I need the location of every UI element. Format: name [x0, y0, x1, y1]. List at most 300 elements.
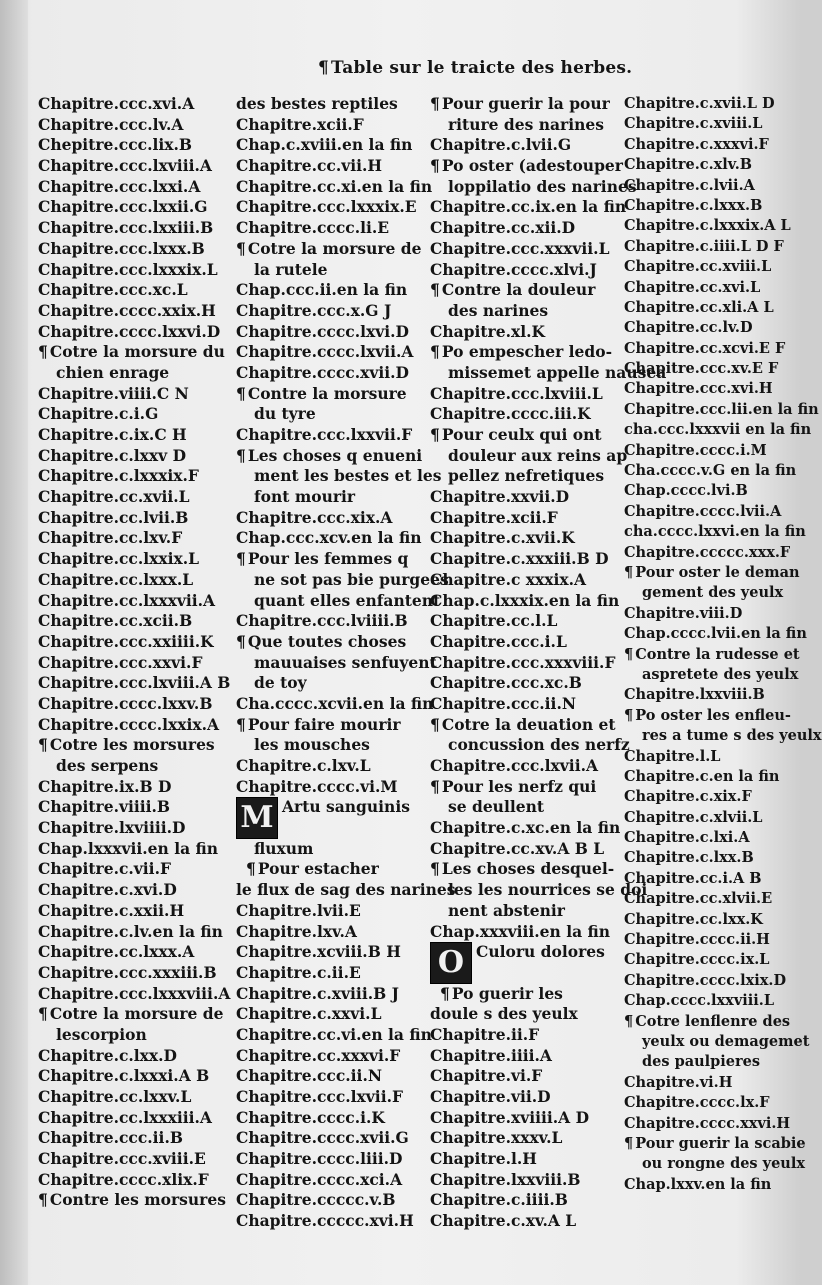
- index-entry-line: [38, 673, 234, 694]
- index-entry-line: [430, 1046, 626, 1067]
- index-entry-line: [430, 591, 626, 612]
- section-heading-line: [38, 1190, 234, 1211]
- decorated-initial-icon: M: [236, 797, 278, 839]
- index-entry-line: [624, 808, 800, 828]
- entry-text: Chapitre.cc.xxxvi.F: [236, 1045, 401, 1065]
- index-entry-line: [624, 685, 800, 705]
- index-entry-line: [38, 322, 234, 343]
- entry-text: Chapitre.xcii.F: [236, 114, 364, 134]
- index-entry-line: [430, 549, 626, 570]
- entry-text: Chapitre.c.ii.E: [236, 962, 361, 982]
- heading-text: Que toutes choses: [247, 631, 407, 651]
- index-entry-line: [236, 1025, 432, 1046]
- entry-text: Chapitre.c.xxxvi.F: [624, 135, 769, 153]
- pilcrow-icon: ¶: [624, 706, 634, 724]
- index-entry-line: [430, 570, 626, 591]
- index-entry-line: [38, 487, 234, 508]
- index-entry-line: [430, 880, 648, 901]
- entry-text: Chapitre.c.iiii.B: [430, 1190, 568, 1210]
- entry-text: Chapitre.c.lxxv D: [38, 445, 187, 465]
- index-entry-line: [624, 278, 800, 298]
- entry-text: Chapitre.c.xviii.L: [624, 115, 763, 133]
- index-entry-line: [236, 466, 442, 487]
- pilcrow-icon: ¶: [430, 94, 440, 113]
- index-entry-line: [624, 400, 819, 420]
- entry-text: Chapitre.ccc.lxviii.A B: [38, 673, 231, 693]
- entry-text: Chapitre.xcviii.B H: [236, 942, 401, 962]
- index-entry-line: [236, 1108, 432, 1129]
- index-column-4: [624, 94, 822, 1195]
- entry-text: Chapitre.c.iiii.L D F: [624, 237, 784, 255]
- section-heading-line: [430, 859, 626, 880]
- entry-text: Cha.cccc.xcvii.en la fin: [236, 693, 434, 713]
- index-entry-line: [38, 570, 234, 591]
- index-entry-line: [430, 362, 667, 384]
- entry-text: Chapitre.c.lv.en la fin: [38, 921, 223, 941]
- index-entry-line: [38, 591, 234, 612]
- section-heading-line: [430, 777, 626, 798]
- index-entry-line: [624, 930, 800, 950]
- heading-text: Contre les morsures: [49, 1190, 226, 1210]
- entry-text: riture des narines: [448, 114, 604, 134]
- entry-text: Chap.c.xviii.en la fin: [236, 135, 413, 155]
- entry-text: Chapitre.c.ix.C H: [38, 425, 187, 444]
- entry-text: Chapitre.lxxviii.B: [430, 1169, 581, 1189]
- index-entry-line: [38, 1066, 234, 1087]
- index-entry-line: [38, 963, 234, 984]
- index-entry-line: [236, 963, 432, 984]
- section-heading-line: [430, 156, 626, 177]
- section-heading-line: [430, 984, 626, 1005]
- index-entry-line: [38, 715, 234, 736]
- index-entry-line: [430, 1066, 626, 1087]
- entry-text: gement des yeulx: [642, 584, 784, 602]
- heading-text: Cotre la deuation et: [441, 714, 616, 734]
- entry-text: Chapitre.ccc.lxxx.B: [38, 238, 205, 258]
- pilcrow-icon: ¶: [236, 238, 246, 258]
- index-entry-line: [624, 481, 800, 501]
- entry-text: Chapitre.cc.lxv.F: [38, 528, 183, 548]
- index-entry-line: [38, 901, 234, 922]
- index-entry-line: [236, 218, 432, 239]
- entry-text: Chapitre.ccc.ii.N: [236, 1066, 383, 1086]
- index-entry-line: [624, 502, 800, 522]
- entry-text: Chapitre.ccc.lviiii.B: [236, 611, 408, 631]
- entry-text: Chapitre.cc.ix.en la fin: [430, 197, 627, 217]
- index-entry-line: [38, 1087, 234, 1108]
- entry-text: lescorpion: [56, 1024, 147, 1044]
- index-entry-line: [236, 1190, 432, 1211]
- heading-text: Pour les femmes q: [247, 549, 409, 569]
- entry-text: Chapitre.cccc.lxxv.B: [38, 693, 213, 713]
- section-heading-line: [430, 715, 626, 736]
- index-entry-line: [624, 379, 800, 399]
- entry-text: Chap.cccc.lvi.B: [624, 482, 748, 500]
- heading-text: Pour les nerfz qui: [441, 776, 597, 796]
- entry-text: Chapitre.ccc.xxxvii.L: [430, 238, 610, 258]
- index-entry-line: [38, 942, 234, 963]
- entry-text: Chapitre.ccc.lxxxix.E: [236, 197, 417, 217]
- index-entry-line: [236, 569, 449, 591]
- index-entry-line: [236, 135, 432, 156]
- entry-text: Chapitre.cccc.liii.D: [236, 1149, 403, 1169]
- index-entry-line: [38, 115, 234, 136]
- index-column-3: [430, 94, 667, 1232]
- entry-text: Chap.ccc.xcv.en la fin: [236, 528, 422, 548]
- entry-text: Chapitre.c.lxv.L: [236, 756, 371, 775]
- entry-text: Chapitre.cc.i.A B: [624, 869, 762, 887]
- entry-text: Chapitre.lvii.E: [236, 900, 361, 920]
- entry-text: Chapitre.c.vii.F: [38, 859, 171, 879]
- index-entry-line: [624, 604, 800, 624]
- pilcrow-icon: ¶: [38, 1190, 48, 1210]
- pilcrow-icon: ¶: [236, 383, 246, 403]
- entry-text: Chapitre.ccc.lxxvii.F: [236, 425, 413, 444]
- section-heading-line: [624, 563, 800, 583]
- index-entry-line: [430, 632, 626, 653]
- index-entry-line: [236, 694, 432, 715]
- heading-text: Pour estacher: [257, 859, 379, 879]
- heading-text: Culoru dolores: [476, 942, 605, 962]
- index-entry-line: [430, 653, 626, 674]
- index-entry-line: [624, 522, 806, 542]
- entry-text: Chapitre.c.lxx.D: [38, 1045, 178, 1065]
- entry-text: mauuaises senfuyent: [254, 652, 437, 672]
- section-heading-line: [430, 425, 626, 446]
- heading-text: Po oster les enfleu-: [635, 706, 791, 724]
- index-entry-line: [236, 673, 432, 694]
- index-entry-line: [430, 487, 626, 508]
- index-entry-line: [38, 260, 234, 281]
- entry-text: Chapitre.c.xxii.H: [38, 900, 185, 920]
- index-entry-line: [38, 777, 234, 798]
- entry-text: Chapitre.ccccc.v.B: [236, 1190, 396, 1210]
- index-entry-line: [624, 869, 800, 889]
- entry-text: Chapitre.cc.xlvii.E: [624, 890, 773, 908]
- index-entry-line: [38, 239, 234, 260]
- entry-text: Chapitre.ccc.i.L: [430, 631, 567, 651]
- index-entry-line: [624, 1175, 800, 1195]
- index-entry-line: [38, 1128, 234, 1149]
- index-column-1: [38, 94, 234, 1211]
- heading-text: Pour guerir la pour: [441, 94, 610, 113]
- index-entry-line: [38, 694, 234, 715]
- heading-text: Les choses desquel-: [441, 859, 615, 879]
- index-entry-line: [38, 384, 234, 405]
- pilcrow-icon: ¶: [440, 983, 450, 1003]
- index-entry-line: [38, 922, 234, 943]
- entry-text: Chapitre.ccc.xix.A: [236, 507, 393, 527]
- entry-text: des bestes reptiles: [236, 94, 398, 113]
- index-entry-line: [430, 1108, 626, 1129]
- heading-text: Po oster (adestouper: [441, 156, 623, 176]
- index-entry-line: [430, 922, 626, 943]
- pilcrow-icon: ¶: [430, 156, 440, 176]
- index-entry-line: [38, 446, 234, 467]
- index-entry-line: [430, 301, 626, 322]
- pilcrow-icon: ¶: [430, 425, 440, 444]
- entry-text: concussion des nerfz: [448, 735, 630, 755]
- section-heading-line: [236, 549, 432, 570]
- entry-text: ne sot pas bie purgees: [254, 569, 449, 589]
- entry-text: Chapitre.ccc.xviii.E: [38, 1149, 206, 1169]
- entry-text: Chapitre.vi.F: [430, 1066, 543, 1086]
- entry-text: Chapitre.vi.H: [624, 1073, 733, 1091]
- index-column-2: [236, 94, 456, 1232]
- section-heading-line: [236, 384, 432, 405]
- entry-text: Chapitre.ccc.xxxviii.F: [430, 652, 616, 672]
- entry-text: Chapitre.cc.xcii.B: [38, 611, 193, 631]
- entry-text: Chapitre.ccc.lxvii.F: [236, 1087, 403, 1107]
- index-entry-line: [38, 197, 234, 218]
- index-entry-line: [624, 216, 800, 236]
- index-entry-line: [38, 218, 234, 239]
- heading-text: Pour oster le deman: [635, 563, 800, 581]
- index-entry-line: [624, 155, 800, 175]
- entry-text: Chapitre.ccc.lxxxix.L: [38, 259, 218, 279]
- index-entry-line: [430, 1190, 626, 1211]
- entry-text: Cha.cccc.v.G en la fin: [624, 462, 797, 480]
- index-entry-line: [236, 901, 432, 922]
- entry-text: pellez nefretiques: [448, 466, 605, 486]
- index-entry-line: [624, 889, 800, 909]
- entry-text: Chapitre.ccc.lv.A: [38, 114, 184, 134]
- index-entry-line: [430, 404, 626, 425]
- entry-text: Chapitre.cc.xi.en la fin: [236, 176, 433, 196]
- entry-text: Chapitre.ccc.xv.E F: [624, 360, 779, 378]
- pilcrow-icon: ¶: [246, 859, 256, 879]
- index-entry-line: [38, 818, 234, 839]
- entry-text: Chapitre.xxxv.L: [430, 1128, 563, 1148]
- entry-text: Chapitre.c.lxxxix.A L: [624, 217, 791, 235]
- entry-text: Chapitre.cc.xvii.L: [38, 487, 190, 507]
- index-entry-line: [430, 528, 626, 549]
- heading-text: Contre la douleur: [441, 280, 596, 300]
- entry-text: les les nourrices se doi: [448, 880, 648, 900]
- index-entry-line: [624, 1093, 800, 1113]
- index-entry-line: [430, 839, 626, 860]
- entry-text: Chapitre.cc.xvi.L: [624, 278, 761, 296]
- pilcrow-icon: ¶: [430, 776, 440, 796]
- entry-text: Chapitre.cc.lvii.B: [38, 507, 189, 527]
- entry-text: Chapitre.c.lxxx.B: [624, 196, 763, 214]
- heading-text: Artu sanguinis: [282, 797, 410, 817]
- heading-text: Pour guerir la scabie: [635, 1134, 806, 1152]
- entry-text: Chapitre.ccc.ii.N: [430, 693, 577, 713]
- entry-text: Chapitre.c.xvi.D: [38, 880, 177, 900]
- entry-text: aspretete des yeulx: [642, 665, 799, 683]
- section-heading-line: [236, 632, 432, 653]
- index-entry-line: [624, 257, 800, 277]
- entry-text: fluxum: [254, 838, 314, 858]
- section-heading-line: [38, 1004, 234, 1025]
- index-entry-line: [38, 632, 234, 653]
- entry-text: de toy: [254, 673, 307, 693]
- entry-text: Chapitre.cccc.xvii.D: [236, 362, 409, 382]
- index-entry-line: [624, 135, 800, 155]
- index-entry-line: [38, 466, 234, 487]
- index-entry-line: [236, 590, 441, 612]
- entry-text: Chapitre.c.xxxiii.B D: [430, 549, 609, 569]
- entry-text: Chapitre.viiii.B: [38, 797, 171, 817]
- pilcrow-icon: ¶: [430, 342, 440, 362]
- index-entry-line: [624, 665, 800, 685]
- entry-text: Chapitre.cc.xcvi.E F: [624, 339, 786, 357]
- entry-text: Chapitre.cc.l.L: [430, 611, 558, 631]
- entry-text: Chapitre.vii.D: [430, 1087, 551, 1107]
- index-entry-line: [38, 425, 234, 446]
- pilcrow-icon: ¶: [236, 714, 246, 734]
- entry-text: Chapitre.cc.lxxxvii.A: [38, 590, 216, 610]
- index-entry-line: [236, 177, 432, 198]
- entry-text: Chapitre.c.xlvii.L: [624, 808, 763, 826]
- index-entry-line: [236, 652, 437, 674]
- index-entry-line: [430, 1087, 626, 1108]
- entry-text: Chapitre.cccc.li.E: [236, 218, 390, 238]
- entry-text: Chapitre.ccc.x.G J: [236, 300, 392, 320]
- index-entry-line: [430, 694, 626, 715]
- entry-text: Chapitre.lxv.A: [236, 921, 357, 941]
- index-entry-line: [624, 359, 800, 379]
- entry-text: Chapitre.cc.vi.en la fin: [236, 1024, 432, 1044]
- pilcrow-icon: ¶: [38, 1004, 48, 1024]
- index-entry-line: [236, 1046, 432, 1067]
- section-heading-line: [624, 706, 800, 726]
- index-entry-line: [236, 735, 432, 756]
- pilcrow-icon: ¶: [624, 1012, 634, 1030]
- section-heading-line: [430, 94, 626, 115]
- entry-text: chien enrage: [56, 362, 170, 382]
- entry-text: Chap.lxxxvii.en la fin: [38, 838, 219, 858]
- entry-text: les mousches: [254, 735, 370, 755]
- index-entry-line: [236, 1004, 432, 1025]
- entry-text: des narines: [448, 300, 549, 320]
- index-entry-line: [236, 508, 432, 529]
- index-entry-line: [624, 828, 800, 848]
- index-entry-line: [38, 404, 234, 425]
- index-entry-line: [624, 1073, 800, 1093]
- entry-text: Chapitre.c.xvii.K: [430, 528, 575, 548]
- heading-text: Cotre la morsure de: [49, 1004, 224, 1024]
- index-entry-line: [430, 260, 626, 281]
- index-entry-line: [624, 196, 800, 216]
- index-entry-line: [624, 420, 812, 440]
- entry-text: Chapitre.ccc.xc.B: [430, 673, 582, 693]
- index-entry-line: [236, 322, 432, 343]
- entry-text: Chap.lxxv.en la fin: [624, 1175, 772, 1193]
- index-entry-line: [430, 508, 626, 529]
- entry-text: Chapitre.viiii.C N: [38, 383, 189, 403]
- pilcrow-icon: ¶: [430, 859, 440, 879]
- entry-text: Chapitre.cccc.i.K: [236, 1107, 385, 1127]
- index-entry-line: [430, 1025, 626, 1046]
- entry-text: Chapitre.cccc.xlix.F: [38, 1169, 209, 1189]
- section-heading-line: [236, 446, 432, 467]
- entry-text: Chapitre.l.H: [430, 1149, 537, 1169]
- entry-text: Chapitre.cccc.lxvii.A: [236, 342, 414, 362]
- index-entry-line: [236, 942, 432, 963]
- entry-text: Chapitre.ccccc.xvi.H: [236, 1211, 414, 1231]
- entry-text: Chapitre.c.lvii.A: [624, 176, 755, 194]
- index-entry-line: [236, 425, 432, 446]
- index-entry-line: [430, 218, 626, 239]
- index-entry-line: [430, 135, 626, 156]
- entry-text: Chapitre.ccc.lxxi.A: [38, 176, 201, 196]
- index-entry-line: [38, 859, 234, 880]
- index-entry-line: [38, 1046, 234, 1067]
- index-entry-line: [38, 135, 234, 156]
- index-entry-line: [236, 363, 432, 384]
- initial-heading-line: [430, 942, 626, 983]
- entry-text: douleur aux reins ap: [448, 445, 628, 465]
- index-entry-line: [236, 839, 432, 860]
- entry-text: Chapitre.cccc.xlvi.J: [430, 259, 597, 279]
- entry-text: Chapitre.cccc.xci.A: [236, 1169, 403, 1189]
- entry-text: Chapitre.cc.lxxxiii.A: [38, 1107, 212, 1127]
- index-entry-line: [236, 922, 432, 943]
- index-entry-line: [38, 549, 234, 570]
- entry-text: Chapitre.cccc.ix.L: [624, 951, 770, 969]
- index-entry-line: [236, 115, 432, 136]
- entry-text: Chapitre.c.lxx.B: [624, 849, 754, 867]
- entry-text: quant elles enfantent: [254, 590, 441, 610]
- entry-text: Chapitre.ccccc.xxx.F: [624, 543, 791, 561]
- section-heading-line: [38, 342, 234, 363]
- index-entry-line: [236, 94, 432, 115]
- index-entry-line: [38, 1170, 234, 1191]
- index-entry-line: [38, 1149, 234, 1170]
- entry-text: Chapitre.cccc.lxix.D: [624, 971, 787, 989]
- index-entry-line: [38, 839, 234, 860]
- entry-text: Chapitre.cccc.lx.F: [624, 1094, 770, 1112]
- entry-text: loppilatio des narines: [448, 176, 637, 196]
- index-entry-line: [624, 767, 800, 787]
- entry-text: Chapitre.ccc.lxxxviii.A: [38, 983, 231, 1003]
- entry-text: Chapitre.ccc.ii.B: [38, 1128, 183, 1148]
- index-entry-line: [236, 156, 432, 177]
- index-entry-line: [624, 1032, 810, 1052]
- entry-text: Chapitre.cc.lv.D: [624, 319, 753, 337]
- entry-text: Chapitre.xl.K: [430, 321, 545, 341]
- entry-text: se deullent: [448, 797, 545, 817]
- entry-text: Chapitre.c.lvii.G: [430, 135, 572, 155]
- pilcrow-icon: ¶: [236, 549, 246, 569]
- index-entry-line: [236, 487, 432, 508]
- header-title: Table sur le traicte des herbes.: [331, 58, 633, 78]
- index-entry-line: [624, 298, 800, 318]
- index-entry-line: [624, 461, 800, 481]
- heading-text: Cotre la morsure de: [247, 238, 422, 258]
- index-entry-line: [236, 1066, 432, 1087]
- entry-text: Chapitre.iiii.A: [430, 1045, 552, 1065]
- index-entry-line: [236, 1087, 432, 1108]
- index-entry-line: [236, 197, 432, 218]
- entry-text: Chap.c.lxxxix.en la fin: [430, 590, 620, 610]
- index-entry-line: [430, 322, 626, 343]
- entry-text: Chapitre.ccc.lxxiii.B: [38, 218, 214, 238]
- entry-text: le flux de sag des narines: [236, 880, 456, 900]
- index-entry-line: [624, 583, 800, 603]
- entry-text: Chapitre.cc.xii.D: [430, 218, 576, 238]
- entry-text: des paulpieres: [642, 1053, 761, 1071]
- pilcrow-icon: ¶: [38, 735, 48, 755]
- index-entry-line: [236, 404, 432, 425]
- entry-text: Chapitre.cccc.lxvi.D: [236, 321, 409, 341]
- section-heading-line: [624, 1012, 800, 1032]
- heading-text: Contre la rudesse et: [635, 645, 800, 663]
- entry-text: Chapitre.c.i.G: [38, 404, 159, 424]
- entry-text: cha.cccc.lxxvi.en la fin: [624, 523, 806, 541]
